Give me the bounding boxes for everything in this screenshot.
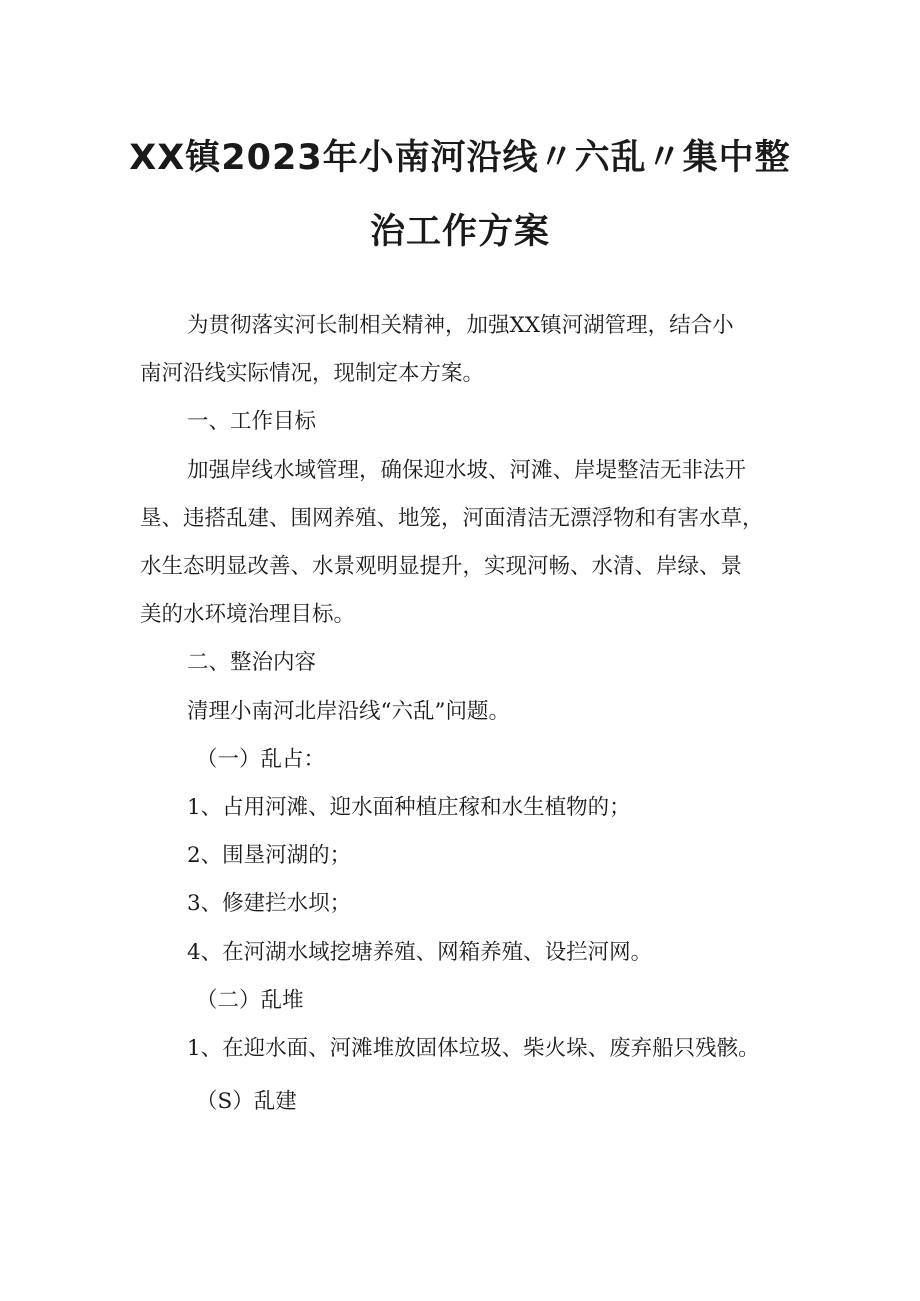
goal-paragraph-line-1: 加强岸线水域管理，确保迎水坡、河滩、岸堤整洁无非法开 (187, 458, 747, 483)
subsection-1-item-4: 4、在河湖水域挖塘养殖、网箱养殖、设拦河网。 (187, 940, 653, 965)
subsection-1-item-1: 1、占用河滩、迎水面种植庄稼和水生植物的； (187, 795, 631, 820)
subsection-1-item-2: 2、围垦河湖的； (187, 843, 352, 868)
content-intro: 清理小南河北岸沿线“六乱”问题。 (187, 699, 510, 724)
section-1-heading: 一、工作目标 (187, 409, 317, 434)
goal-paragraph-line-4: 美的水环境治理目标。 (140, 602, 356, 627)
document-title-line-2: 治工作方案 (369, 212, 550, 252)
subsection-1-item-3: 3、修建拦水坝； (187, 891, 352, 916)
goal-paragraph-line-2: 垦、违搭乱建、围网养殖、地笼，河面清洁无漂浮物和有害水草， (140, 506, 764, 531)
subsection-2-heading: （二）乱堆 (196, 988, 304, 1013)
goal-paragraph-line-3: 水生态明显改善、水景观明显提升，实现河畅、水清、岸绿、景 (140, 554, 743, 579)
subsection-3-heading: （S）乱建 (196, 1089, 297, 1114)
subsection-2-item-1: 1、在迎水面、河滩堆放固体垃圾、柴火垛、废弃船只残骸。 (187, 1036, 760, 1061)
document-title-line-1: XX镇2023年小南河沿线〃六乱〃集中整 (129, 138, 791, 178)
intro-paragraph-line-2: 南河沿线实际情况，现制定本方案。 (140, 361, 485, 386)
subsection-1-heading: （一）乱占： (196, 747, 326, 772)
section-2-heading: 二、整治内容 (187, 650, 317, 675)
intro-paragraph-line-1: 为贯彻落实河长制相关精神，加强XX镇河湖管理，结合小 (187, 313, 734, 338)
